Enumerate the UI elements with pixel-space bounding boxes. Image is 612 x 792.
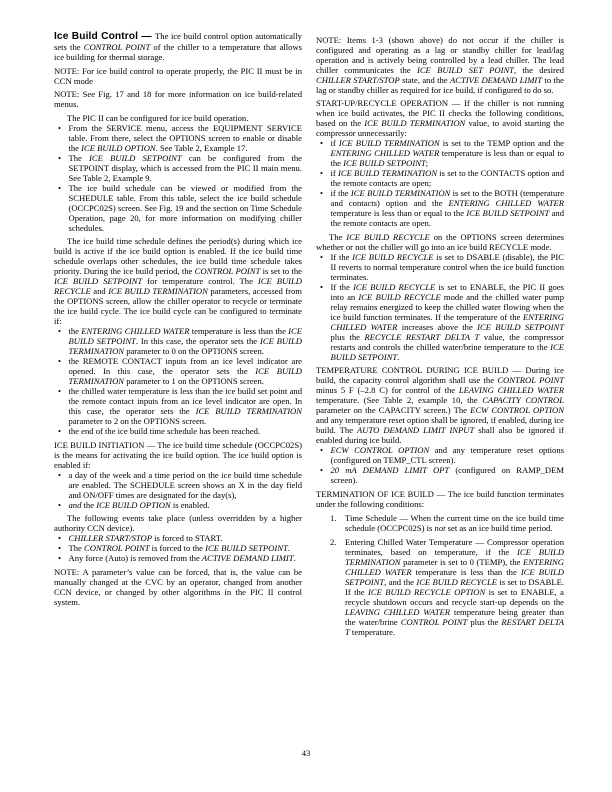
section-title: Ice Build Control — bbox=[54, 31, 156, 42]
text-run: CHILLER START/STOP is forced to START. bbox=[68, 533, 223, 543]
bullet-marker: • bbox=[320, 465, 324, 475]
bullet-marker: • bbox=[58, 152, 62, 163]
text-run: and the ICE BUILD OPTION is enabled. bbox=[68, 499, 210, 510]
bullet-marker: • bbox=[58, 122, 62, 133]
text-run: if ICE BUILD TERMINATION is set to the TEMP option and the ENTERING CHILLED WATER temperature is less than or equal to the ICE BUILD SETPOINT; bbox=[330, 138, 565, 168]
page-number: 43 bbox=[301, 748, 311, 758]
paragraph bbox=[316, 232, 564, 252]
text-run: NOTE: See Fig. 17 and 18 for more information on ice build-related menus. bbox=[54, 89, 302, 109]
text-run: if the ICE BUILD TERMINATION is set to the BOTH (temperature and contacts) option and the ENTERING CHILLED WATER temperature is less than or equal to the ICE BUILD SETPOINT and the remote contacts are open. bbox=[330, 188, 565, 228]
bullet-item bbox=[316, 168, 564, 188]
paragraph bbox=[54, 113, 302, 123]
bullet-marker: • bbox=[58, 182, 62, 193]
bullet-item bbox=[54, 543, 302, 553]
item-number: 2. bbox=[330, 536, 337, 547]
note-paragraph bbox=[54, 567, 302, 607]
bullet-item bbox=[54, 553, 302, 563]
text-run: the ENTERING CHILLED WATER temperature is less than the ICE BUILD SETPOINT. In this case, the operator sets the ICE BUILD TERMINATION parameter to 0 on the OPTIONS screen. bbox=[68, 326, 303, 356]
bullet-item bbox=[54, 326, 302, 356]
note-paragraph bbox=[54, 89, 302, 109]
text-run: NOTE: A parameter’s value can be forced, that is, the value can be manually changed at the CVC by an operator, changed from another CCN device, or changed by other algorithms in the PIC II control system. bbox=[54, 566, 302, 607]
bullet-marker: • bbox=[58, 469, 62, 480]
bullet-item bbox=[54, 470, 302, 500]
section-heading-paragraph bbox=[54, 31, 302, 62]
text-run: if ICE BUILD TERMINATION is set to the CONTACTS option and the remote contacts are open; bbox=[330, 168, 565, 188]
text-run: the chilled water temperature is less than the ice build set point and the remote contact inputs from an ice level indicator are open. In this case, the operator sets the ICE BUILD TERMINATION parameter to 2 on the OPTIONS screen. bbox=[68, 386, 302, 426]
paragraph bbox=[316, 365, 564, 445]
bullet-item bbox=[54, 123, 302, 153]
text-run: TEMPERATURE CONTROL DURING ICE BUILD — During ice build, the capacity control algorithm shall use the CONTROL POINT minus 5 F (–2.8 C) for control of the LEAVING CHILLED WATER temperature. (See Table 2, example 10, the CAPACITY CONTROL parameter on the CAPACITY screen.) The ECW CONTROL OPTION and any temperature reset option shall be ignored, if enabled, during ice build. The AUTO DEMAND LIMIT INPUT shall also be ignored if enabled during ice build. bbox=[316, 365, 565, 445]
text-run: If the ICE BUILD RECYCLE is set to ENABLE, the PIC II goes into an ICE BUILD RECYCLE mode and the chilled water pump relay remains energized to keep the chilled water flowing when the ice build function terminates. If the temperature of the ENTERING CHILLED WATER increases above the ICE BUILD SETPOINT plus the RECYCLE RESTART DELTA T value, the compressor restarts and controls the chilled water/brine temperature to the ICE BUILD SETPOINT. bbox=[330, 281, 564, 362]
text-run: The following events take place (unless overridden by a higher authority CCN device). bbox=[54, 513, 302, 533]
bullet-item bbox=[54, 533, 302, 543]
numbered-item bbox=[316, 537, 564, 637]
bullet-item bbox=[316, 465, 564, 485]
text-run: Entering Chilled Water Temperature — Compressor operation terminates, based on temperature, if the ICE BUILD TERMINATION parameter is set to 0 (TEMP), the ENTERING CHILLED WATER temperature is less than the ICE BUILD SETPOINT, and the ICE BUILD RECYCLE is set to DSABLE. If the ICE BUILD RECYCLE OPTION is set to ENABLE, a recycle shutdown occurs and recycle start-up depends on the LEAVING CHILLED WATER temperature being greater than the water/brine CONTROL POINT plus the RESTART DELTA T temperature. bbox=[345, 536, 564, 637]
text-run: TERMINATION OF ICE BUILD — The ice build function terminates under the following conditions: bbox=[316, 488, 564, 509]
bullet-marker: • bbox=[58, 543, 62, 553]
text-run: The CONTROL POINT is forced to the ICE BUILD SETPOINT. bbox=[68, 543, 290, 553]
paragraph bbox=[316, 489, 564, 509]
bullet-marker: • bbox=[320, 168, 324, 178]
numbered-item bbox=[316, 513, 564, 533]
paragraph bbox=[54, 513, 302, 533]
text-run: Time Schedule — When the current time on the ice build time schedule (OCCPC02S) is not set as an ice build time period. bbox=[345, 512, 564, 533]
bullet-marker: • bbox=[58, 499, 62, 510]
bullet-item bbox=[54, 426, 302, 436]
bullet-marker: • bbox=[320, 281, 324, 292]
text-run: The ICE BUILD SETPOINT can be configured from the SETPOINT display, which is accessed from the PIC II main menu. See Table 2, Example 9. bbox=[68, 152, 302, 183]
right-column bbox=[316, 31, 564, 637]
text-run: The ice build schedule can be viewed or modified from the SCHEDULE table. From this table, select the ice build schedule (OCCPC02S) screen. See Fig. 19 and the section on Time Schedule Operation, page 20, for more information on modifying chiller schedules. bbox=[68, 182, 302, 233]
paragraph bbox=[316, 98, 564, 138]
bullet-marker: • bbox=[58, 553, 62, 563]
text-run: The ICE BUILD RECYCLE on the OPTIONS screen determines whether or not the chiller will go into an ice build RECYCLE mode. bbox=[316, 231, 564, 252]
bullet-marker: • bbox=[58, 533, 62, 543]
bullet-item bbox=[54, 183, 302, 233]
bullet-marker: • bbox=[320, 445, 324, 455]
paragraph bbox=[54, 236, 302, 326]
bullet-marker: • bbox=[58, 426, 62, 436]
bullet-marker: • bbox=[58, 386, 62, 396]
text-run: If the ICE BUILD RECYCLE is set to DSABLE (disable), the PIC II reverts to normal temperature control when the ice build function terminates. bbox=[330, 251, 564, 282]
note-paragraph bbox=[54, 66, 302, 86]
text-run: NOTE: For ice build control to operate properly, the PIC II must be in CCN mode bbox=[54, 65, 302, 86]
text-run: 20 mA DEMAND LIMIT OPT (configured on RAMP_DEM screen). bbox=[330, 465, 564, 485]
left-column bbox=[54, 31, 302, 607]
bullet-item bbox=[54, 356, 302, 386]
bullet-item bbox=[54, 500, 302, 510]
bullet-item bbox=[316, 252, 564, 282]
text-run: a day of the week and a time period on the ice build time schedule are enabled. The SCHEDULE screen shows an X in the day field and ON/OFF times are designated for the day(s), bbox=[68, 469, 302, 500]
text-run: ICE BUILD INITIATION — The ice build time schedule (OCCPC02S) is the means for activating the ice build option. The ice build option is enabled if: bbox=[54, 439, 302, 470]
bullet-marker: • bbox=[58, 326, 62, 336]
text-run: ECW CONTROL OPTION and any temperature reset options (configured on TEMP_CTL screen). bbox=[330, 445, 564, 465]
bullet-item bbox=[316, 188, 564, 228]
bullet-item bbox=[54, 386, 302, 426]
bullet-marker: • bbox=[320, 138, 324, 148]
text-run: the REMOTE CONTACT inputs from an ice level indicator are opened. In this case, the operator sets the ICE BUILD TERMINATION parameter to 1 on the OPTIONS screen. bbox=[68, 356, 303, 386]
paragraph bbox=[54, 440, 302, 470]
bullet-marker: • bbox=[320, 251, 324, 262]
item-number: 1. bbox=[330, 512, 337, 523]
bullet-item bbox=[316, 138, 564, 168]
text-run: The ice build time schedule defines the period(s) during which ice build is active if the ice build option is enabled. If the ice build time schedule overlaps other schedules, the ice build time schedule takes priority. During the ice build period, the CONTROL POINT is set to the ICE BUILD SETPOINT for temperature control. The ICE BUILD RECYCLE and ICE BUILD TERMINATION parameters, accessed from the OPTIONS screen, allow the chiller operator to recycle or terminate the ice build cycle. The ice build cycle can be configured to terminate if: bbox=[54, 236, 302, 326]
note-paragraph bbox=[316, 35, 564, 95]
text-run: the end of the ice build time schedule has been reached. bbox=[68, 426, 261, 436]
text-run: The PIC II can be configured for ice build operation. bbox=[67, 112, 249, 123]
text-run: The ice build control option automatically sets the CONTROL POINT of the chiller to a temperature that allows ice building for thermal storage. bbox=[54, 31, 303, 62]
text-run: Any force (Auto) is removed from the ACTIVE DEMAND LIMIT. bbox=[68, 553, 296, 563]
text-run: NOTE: Items 1-3 (shown above) do not occur if the chiller is configured and operating as a lag or standby chiller for lead/lag operation and is actively being controlled by a lead chiller. The lead chiller communicates the ICE BUILD SET POINT, the desired CHILLER START/STOP state, and the ACTIVE DEMAND LIMIT to the lag or standby chiller as required for ice build, if configured to do so. bbox=[316, 34, 565, 95]
text-run: START-UP/RECYCLE OPERATION — If the chiller is not running when ice build activates, the PIC II checks the following conditions, based on the ICE BUILD TERMINATION value, to avoid starting the compressor unnecessarily: bbox=[316, 98, 565, 138]
bullet-item bbox=[316, 282, 564, 362]
bullet-item bbox=[316, 445, 564, 465]
bullet-marker: • bbox=[58, 356, 62, 366]
bullet-marker: • bbox=[320, 188, 324, 198]
bullet-item bbox=[54, 153, 302, 183]
text-run: From the SERVICE menu, access the EQUIPMENT SERVICE table. From there, select the OPTIONS screen to enable or disable the ICE BUILD OPTION. See Table 2, Example 17. bbox=[68, 122, 302, 153]
